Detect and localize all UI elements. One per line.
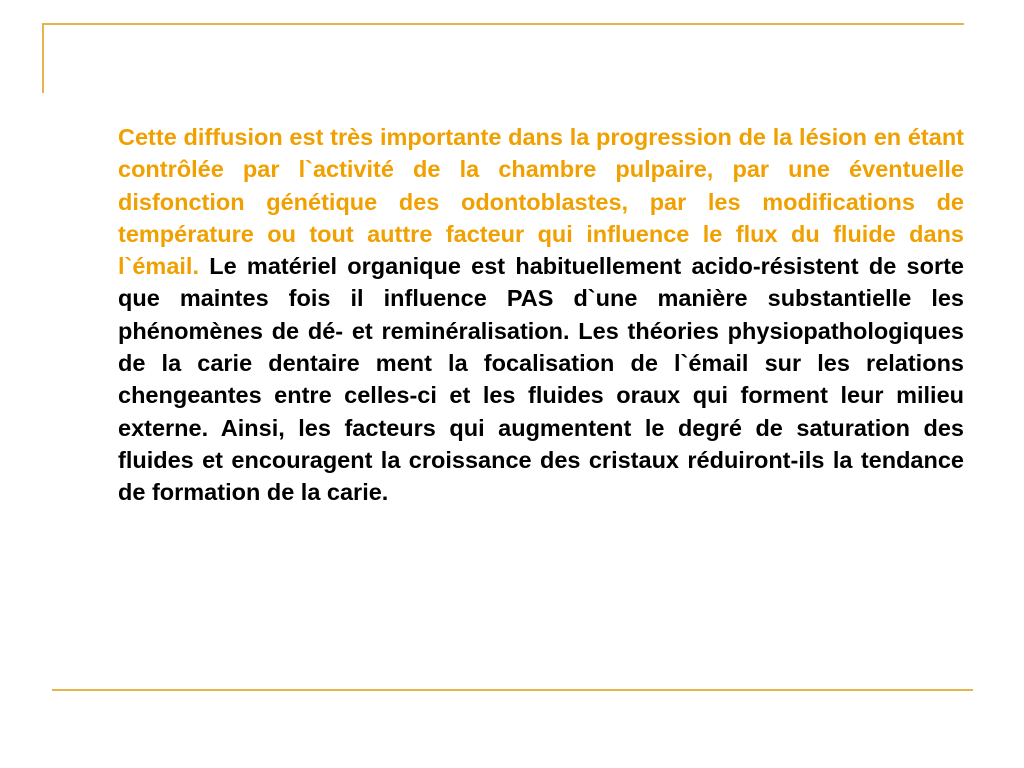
body-text: Le matériel organique est habituellement acido-résistent de sorte que maintes fois il influence PAS d`une manière substantielle les phénomènes de dé- et reminéralisation. Les théories physiopathologiques de la carie dentaire ment la focalisation de l`émail sur les relations chengeantes entre celles-ci et les fluides oraux qui forment leur milieu externe. Ainsi, les facteurs qui augmentent le degré de saturation des fluides et encouragent la croissance des cristaux réduiront-ils la tendance de formation de la carie. <box>118 253 965 506</box>
frame-top-rule <box>42 23 964 25</box>
frame-bottom-rule <box>52 689 973 691</box>
frame-left-rule <box>42 23 44 93</box>
highlighted-text: Cette diffusion est très importante dans la progression de la lésion en étant contrôlée par l`activité de la chambre pulpaire, par une éventuelle disfonction génétique des odontoblastes, par les modifications de température ou tout auttre facteur qui influence le flux du fluide dans l`émail. <box>118 124 964 280</box>
slide-paragraph <box>118 121 964 509</box>
